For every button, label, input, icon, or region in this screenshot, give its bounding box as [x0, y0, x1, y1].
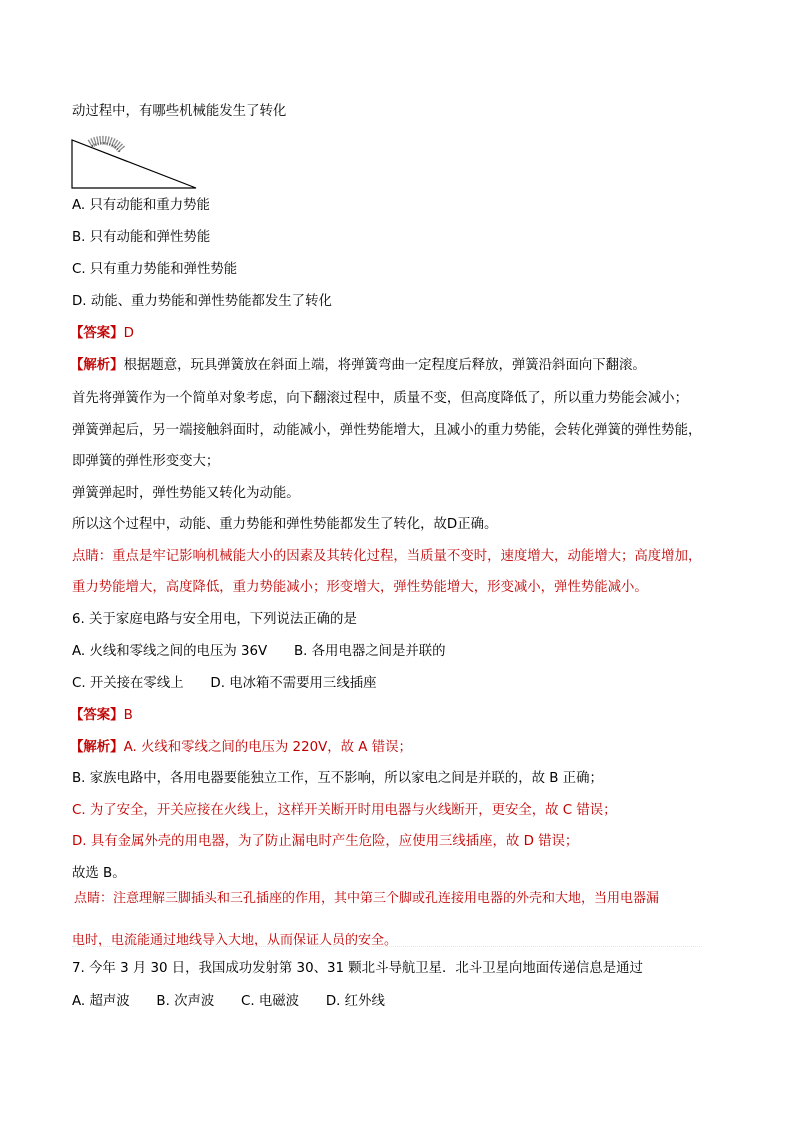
q5-analysis-line-1: 首先将弹簧作为一个简单对象考虑，向下翻滚过程中，质量不变，但高度降低了，所以重力势能会减小；	[72, 391, 688, 406]
q5-tip-line-2: 重力势能增大，高度降低，重力势能减小；形变增大，弹性势能增大，形变减小，弹性势能减小。	[72, 580, 648, 595]
q6-tip-line-2: 电时，电流能通过地线导入大地，从而保证人员的安全。	[72, 933, 398, 948]
q6-answer-tag: 【答案】	[70, 708, 124, 723]
q6-answer	[70, 706, 133, 726]
q5-analysis-tag: 【解析】	[70, 358, 124, 373]
q6-tip-line-1: 点睛：注意理解三脚插头和三孔插座的作用，其中第三个脚或孔连接用电器的外壳和大地，当用电器漏	[74, 891, 660, 906]
q6-stem: 6. 关于家庭电路与安全用电，下列说法正确的是	[72, 612, 357, 627]
incline-triangle	[72, 140, 196, 188]
q5-analysis-line-2: 弹簧弹起后，另一端接触斜面时，动能减小，弹性势能增大，且减小的重力势能，会转化弹簧的弹性势能，	[72, 423, 702, 438]
q6-analysis-tag: 【解析】	[70, 740, 124, 755]
q6-analysis-c: C. 为了安全，开关应接在火线上，这样开关断开时用电器与火线断开，更安全，故 C 错误；	[72, 803, 617, 818]
q5-option-b: B. 只有动能和弹性势能	[72, 230, 211, 245]
q5-tip-line-1: 点睛：重点是牢记影响机械能大小的因素及其转化过程，当质量不变时，速度增大，动能增大；高度增加，	[72, 549, 702, 564]
q6-conclusion: 故选 B。	[72, 866, 126, 881]
q6-analysis-b: B. 家族电路中，各用电器要能独立工作，互不影响，所以家电之间是并联的，故 B 正确；	[72, 771, 603, 786]
q6-analysis-d: D. 具有金属外壳的用电器，为了防止漏电时产生危险，应使用三线插座，故 D 错误；	[72, 834, 579, 849]
incline-spring-figure	[70, 128, 200, 190]
q6-options-row-1: A. 火线和零线之间的电压为 36V B. 各用电器之间是并联的	[72, 644, 446, 659]
q5-answer-value: D	[123, 326, 134, 341]
q5-analysis-first	[70, 356, 646, 376]
q6-analysis-a	[70, 738, 412, 758]
q5-option-d: D. 动能、重力势能和弹性势能都发生了转化	[72, 294, 332, 309]
q5-option-a: A. 只有动能和重力势能	[72, 198, 210, 213]
q6-analysis-a-text: A. 火线和零线之间的电压为 220V，故 A 错误；	[123, 740, 412, 755]
q5-option-c: C. 只有重力势能和弹性势能	[72, 262, 238, 277]
q6-answer-value: B	[123, 708, 133, 723]
q7-stem: 7. 今年 3 月 30 日，我国成功发射第 30、31 颗北斗导航卫星．北斗卫星向地面传递信息是通过	[72, 961, 643, 976]
q5-answer-tag: 【答案】	[70, 326, 124, 341]
q5-analysis-line-5: 所以这个过程中，动能、重力势能和弹性势能都发生了转化，故D正确。	[72, 517, 498, 532]
q5-answer	[70, 324, 134, 344]
q6-options-row-2: C. 开关接在零线上 D. 电冰箱不需要用三线插座	[72, 676, 377, 691]
tip-divider	[72, 946, 702, 947]
q7-options: A. 超声波 B. 次声波 C. 电磁波 D. 红外线	[72, 994, 385, 1009]
q5-analysis-line-4: 弹簧弹起时，弹性势能又转化为动能。	[72, 486, 300, 501]
q5-stem-tail: 动过程中，有哪些机械能发生了转化	[72, 104, 287, 119]
q5-analysis-line-3: 即弹簧的弹性形变变大；	[72, 454, 220, 469]
q5-analysis-text: 根据题意，玩具弹簧放在斜面上端，将弹簧弯曲一定程度后释放，弹簧沿斜面向下翻滚。	[123, 358, 646, 373]
